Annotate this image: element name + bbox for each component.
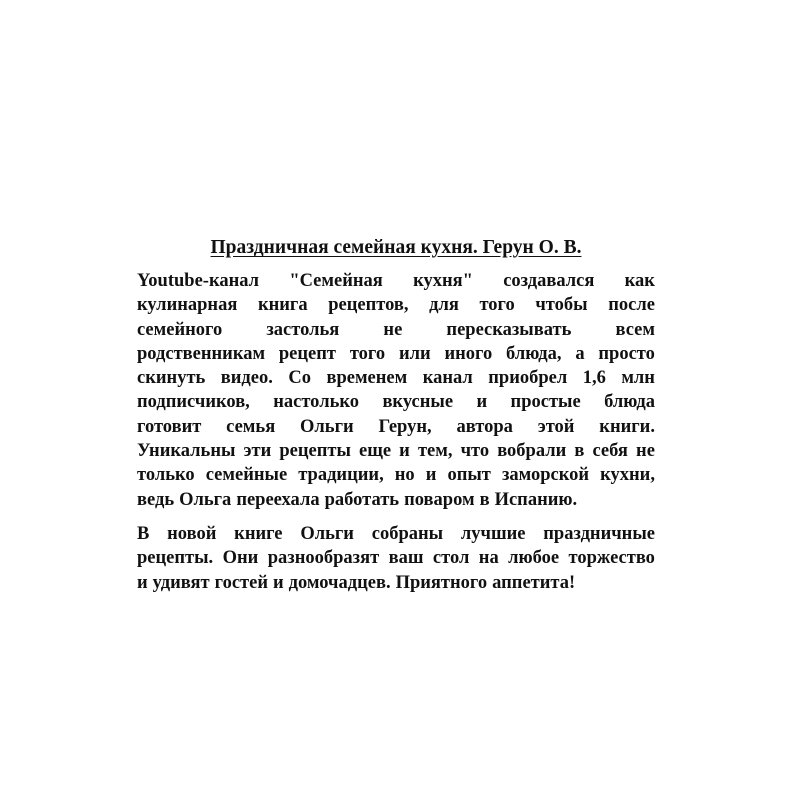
text-word: блюда, [506,343,562,364]
text-word: поваром [404,489,475,510]
text-word: только [137,465,195,486]
text-line [137,390,655,414]
text-word: настолько [273,392,360,413]
text-word: и [399,441,410,462]
text-word: на [478,548,499,569]
text-word: или [398,343,431,364]
text-word: вкусные [382,392,454,413]
text-word: собраны [371,523,444,544]
text-word: канал [422,368,473,389]
text-line [137,318,655,342]
text-word: видео. [220,368,273,389]
text-word: автора [456,416,513,437]
text-word: чтобы [535,295,588,316]
text-word: подписчиков, [137,392,250,413]
text-word: семейного [137,319,223,340]
text-word: Ольга [179,489,232,510]
text-word: простые [510,392,581,413]
text-line [137,366,655,390]
text-word: в [479,489,490,510]
text-word: временем [326,368,408,389]
text-word: "Семейная [289,271,383,291]
text-word: и [137,572,148,593]
text-line [137,415,655,439]
text-word: книги. [599,416,655,437]
text-word: тем, [417,441,453,462]
text-word: традиции, [298,465,384,486]
text-line [137,546,655,570]
text-word: готовит [137,416,202,437]
text-word: но [394,465,415,486]
text-word: после [608,295,655,316]
text-word: Герун, [378,416,432,437]
text-word: семья [226,416,276,437]
text-word: Со [288,368,311,389]
text-word: В [137,523,150,544]
text-word: иного [444,343,493,364]
text-word: праздничные [543,523,655,544]
text-word: любое [508,548,560,569]
text-word: эти [243,441,272,462]
text-word: что [460,441,490,462]
text-word: себя [592,441,628,462]
text-word: блюда [604,392,655,413]
text-word: книга [257,295,308,316]
text-word: рецепты. [137,548,214,569]
text-word: домочадцев. [288,572,391,593]
text-word: в [574,441,585,462]
text-line [137,439,655,463]
text-word: Приятного [395,572,488,593]
text-word: этой [537,416,575,437]
text-word: кухня" [413,271,473,291]
text-word: не [636,441,655,462]
text-line [137,269,655,293]
text-word: застолья [266,319,340,340]
text-word: рецепт [278,343,337,364]
text-word: опыт [447,465,491,486]
text-word: разнообразят [267,548,380,569]
text-word: Ольги [300,416,354,437]
text-word: лучшие [460,523,526,544]
book-title: Праздничная семейная кухня. Герун О. В. [210,237,582,258]
text-word: приобрел [488,368,568,389]
text-line [137,293,655,317]
text-word: Youtube-канал [137,271,260,291]
text-word: аппетита! [492,572,576,593]
description-paragraph-2 [137,522,655,595]
text-word: работать [324,489,400,510]
text-line [137,571,655,595]
text-word: стол [432,548,470,569]
text-word: семейные [205,465,288,486]
text-word: ведь [137,489,175,510]
text-word: и [425,465,437,486]
text-word: новой [167,523,217,544]
text-word: не [383,319,403,340]
text-word: еще [359,441,392,462]
text-word: просто [598,343,655,364]
description-paragraph-1 [137,269,655,512]
text-word: Испанию. [494,489,578,510]
text-word: книге [234,523,283,544]
text-line [137,463,655,487]
text-word: а [575,343,585,364]
text-word: всем [615,319,655,340]
text-line [137,522,655,546]
document-body [137,233,655,595]
text-line [137,342,655,366]
text-word: как [624,271,655,291]
text-word: млн [621,368,655,389]
text-word: 1,6 [582,368,606,389]
text-word: удивят [152,572,210,593]
text-word: того [479,295,515,316]
text-word: родственникам [137,343,266,364]
text-word: пересказывать [446,319,572,340]
text-word: Ольги [300,523,354,544]
text-word: того [349,343,386,364]
text-word: вобрали [497,441,567,462]
text-word: гостей [214,572,268,593]
text-word: скинуть [137,368,206,389]
text-word: и [272,572,284,593]
text-word: кулинарная [137,295,238,316]
text-word: кухни, [600,465,655,486]
text-word: для [429,295,459,316]
text-word: заморской [501,465,590,486]
text-word: рецепты [279,441,351,462]
text-word: Уникальны [137,441,236,462]
text-word: ваш [388,548,424,569]
text-word: Они [222,548,259,569]
text-word: переехала [236,489,320,510]
text-word: создавался [503,271,595,291]
text-word: и [476,392,488,413]
text-word: торжество [568,548,655,569]
text-word: рецептов, [328,295,409,316]
text-line [137,488,655,512]
